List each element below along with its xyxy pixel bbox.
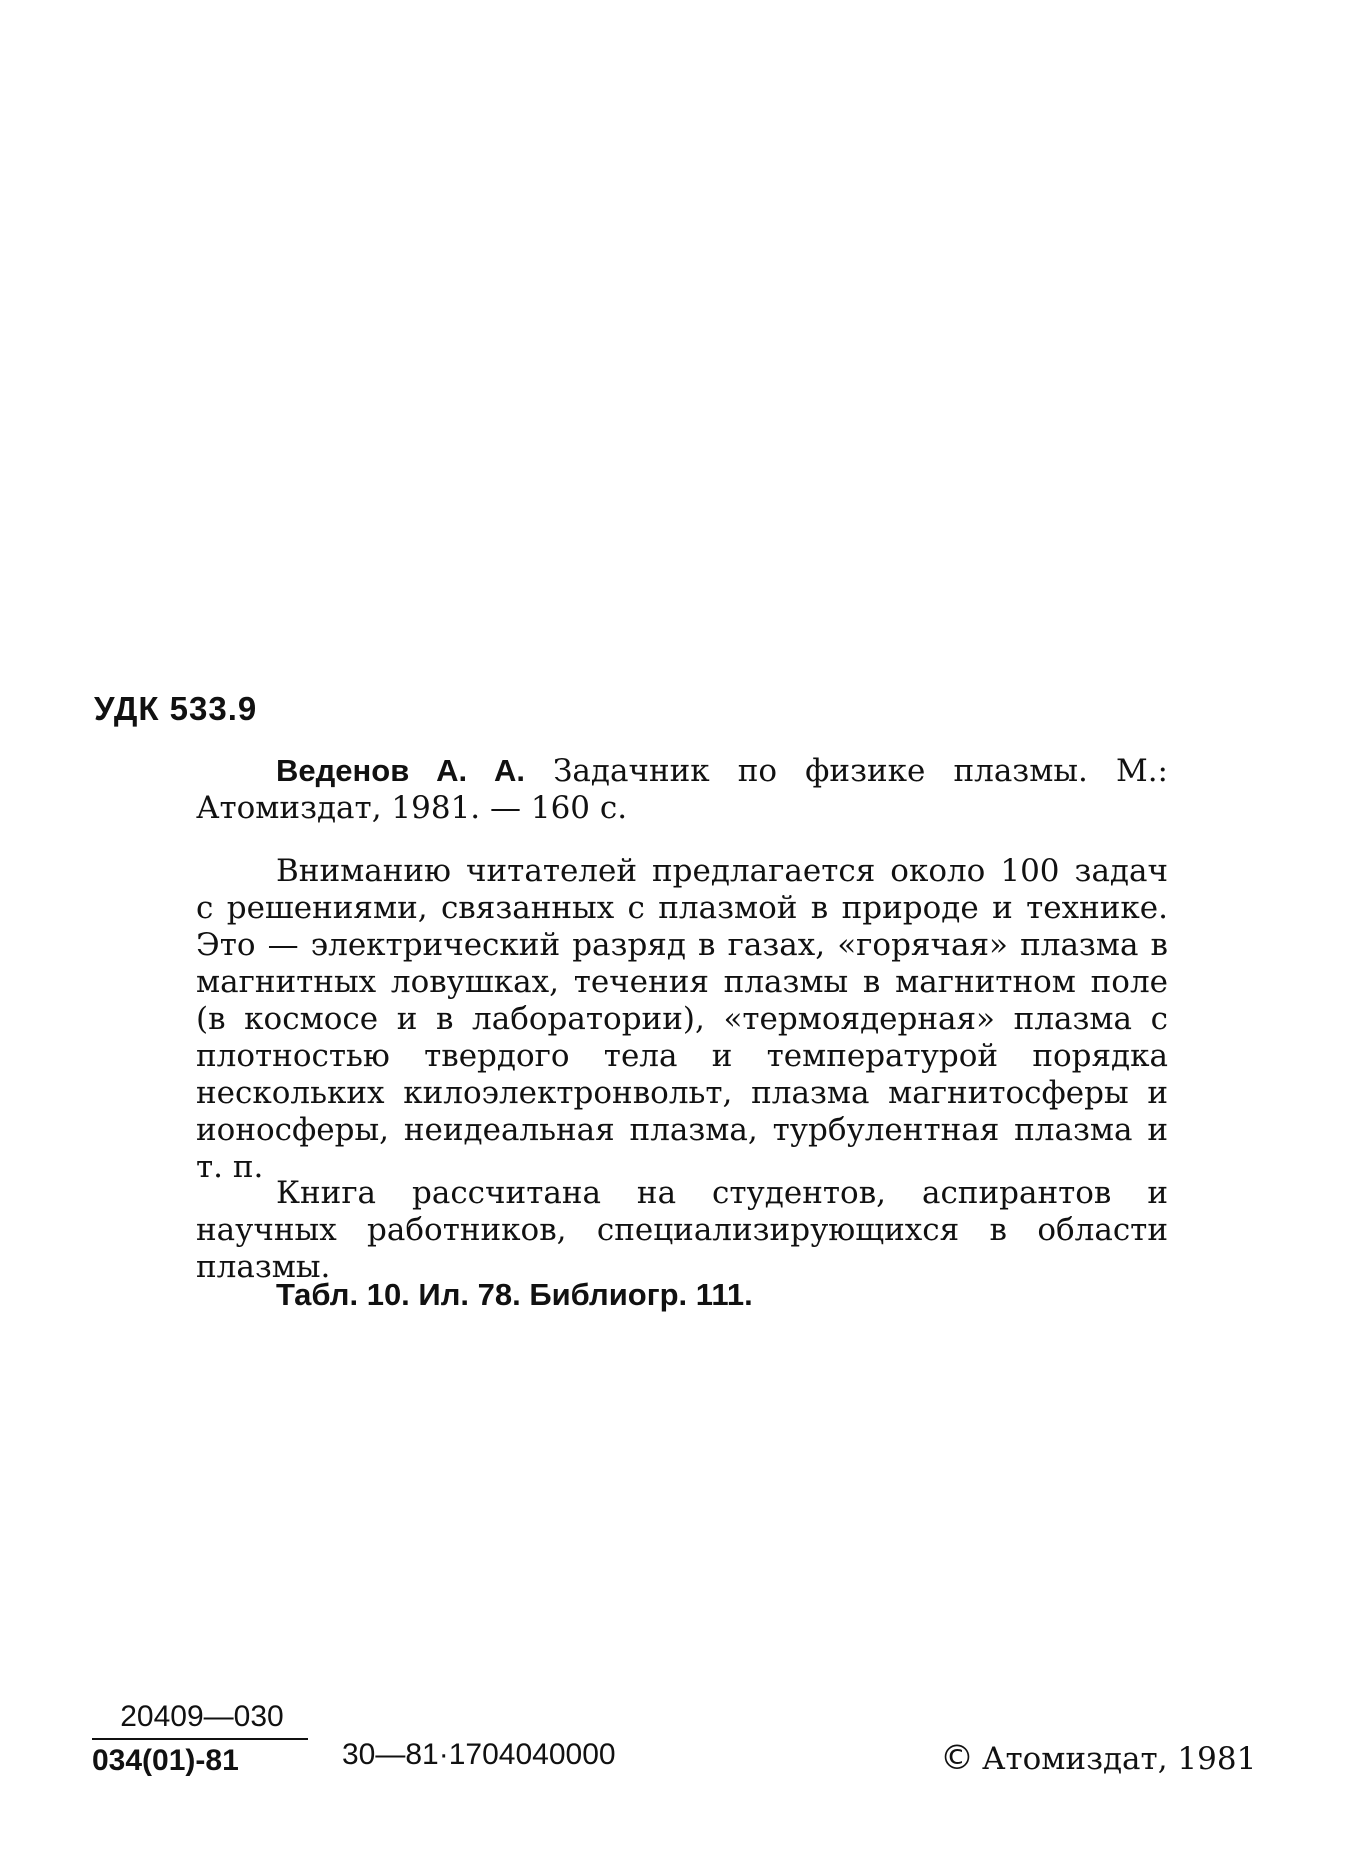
publisher-code-fraction xyxy=(92,1700,312,1778)
audience-block xyxy=(196,1175,1168,1286)
publication-index: 30—81·1704040000 xyxy=(342,1738,616,1771)
stats-text: Табл. 10. Ил. 78. Библиогр. 111. xyxy=(276,1277,753,1312)
abstract-block xyxy=(196,853,1168,1186)
audience-text: Книга рассчитана на студентов, аспирантов и научных работников, специализирующихся в области плазмы. xyxy=(196,1175,1168,1285)
stats-block xyxy=(196,1276,1168,1313)
code-denominator: 034(01)-81 xyxy=(92,1744,239,1777)
copyright-text: Атомиздат, 1981 xyxy=(982,1741,1257,1777)
bibliographic-entry xyxy=(196,752,1168,827)
bibliographic-description: Задачник по физике плазмы. М.: Атомиздат, 1981. — 160 с. xyxy=(196,753,1168,826)
copyright-icon: © xyxy=(940,1738,974,1778)
udk-code: УДК 533.9 xyxy=(94,690,258,727)
abstract-text: Вниманию читателей предлагается около 100 задач с решениями, связанных с плазмой в природе и технике. Это — электрический разряд в газах, «горячая» плазма в магнитных ловушках, течения плазмы в магнитном поле (в космосе и в лаборатории), «термоядерная» плазма с плотностью твердого тела и температурой порядка нескольких килоэлектронвольт, плазма магнитосферы и ионосферы, неидеальная плазма, турбулентная плазма и т. п. xyxy=(196,853,1168,1185)
copyright-notice xyxy=(940,1738,1256,1778)
author-name: Веденов А. А. xyxy=(276,753,525,788)
code-numerator: 20409—030 xyxy=(120,1700,284,1733)
